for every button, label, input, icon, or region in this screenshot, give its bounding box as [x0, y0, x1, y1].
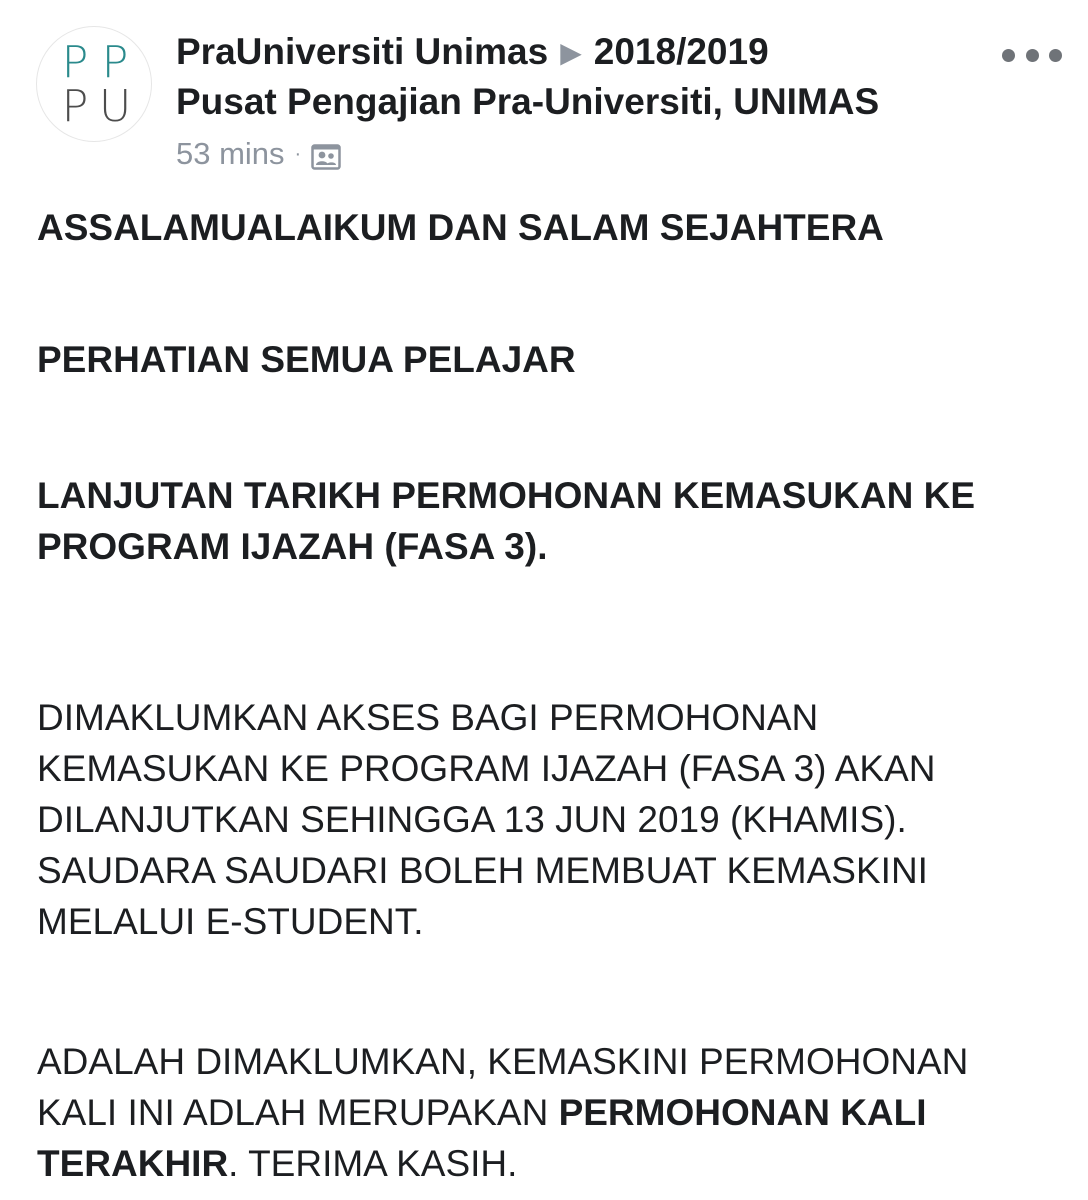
attention-line: PERHATIAN SEMUA PELAJAR [37, 339, 576, 380]
paragraph-line: ADALAH DIMAKLUMKAN, KEMASKINI PERMOHONAN [37, 1041, 969, 1082]
announcement-heading [37, 470, 1067, 572]
emphasis-text: TERAKHIR [37, 1143, 229, 1184]
heading-line: LANJUTAN TARIKH PERMOHONAN KEMASUKAN KE [37, 475, 976, 516]
paragraph-line [37, 1087, 1067, 1138]
paragraph-line: KEMASUKAN KE PROGRAM IJAZAH (FASA 3) AKAN [37, 748, 936, 789]
paragraph-line: MELALUI E-STUDENT. [37, 901, 424, 942]
emphasis-text: PERMOHONAN KALI [558, 1092, 927, 1133]
more-dots-icon [1002, 49, 1015, 62]
notice-paragraph [37, 1036, 1067, 1189]
post-subtitle[interactable]: Pusat Pengajian Pra-Universiti, UNIMAS [176, 81, 880, 122]
post-title [176, 30, 769, 77]
page-name-link[interactable]: PraUniversiti Unimas [176, 31, 549, 72]
post-meta [176, 134, 341, 174]
group-name-link[interactable]: 2018/2019 [593, 31, 769, 72]
more-options-button[interactable] [1002, 40, 1062, 70]
avatar-letter: P [101, 37, 129, 88]
avatar-letter: U [99, 81, 132, 132]
paragraph-line: SAUDARA SAUDARI BOLEH MEMBUAT KEMASKINI [37, 850, 928, 891]
more-dots-icon [1049, 49, 1062, 62]
group-icon [311, 140, 341, 168]
heading-line: PROGRAM IJAZAH (FASA 3). [37, 526, 548, 567]
page-avatar[interactable] [36, 26, 152, 142]
avatar-letter: P [61, 37, 89, 88]
paragraph-line: DIMAKLUMKAN AKSES BAGI PERMOHONAN [37, 697, 819, 738]
post-header [0, 0, 1088, 185]
announcement-paragraph [37, 692, 1067, 947]
paragraph-line [37, 1138, 1067, 1189]
paragraph-line: DILANJUTKAN SEHINGGA 13 JUN 2019 (KHAMIS). [37, 799, 907, 840]
more-dots-icon [1026, 49, 1039, 62]
post-timestamp[interactable]: 53 mins [176, 136, 285, 171]
greeting-line: ASSALAMUALAIKUM DAN SALAM SEJAHTERA [37, 207, 884, 248]
share-arrow-icon: ▶ [560, 37, 582, 68]
normal-text: . TERIMA KASIH. [228, 1143, 518, 1184]
meta-separator: · [294, 143, 302, 165]
normal-text: KALI INI ADLAH MERUPAKAN [37, 1092, 559, 1133]
avatar-letter: P [61, 81, 89, 132]
